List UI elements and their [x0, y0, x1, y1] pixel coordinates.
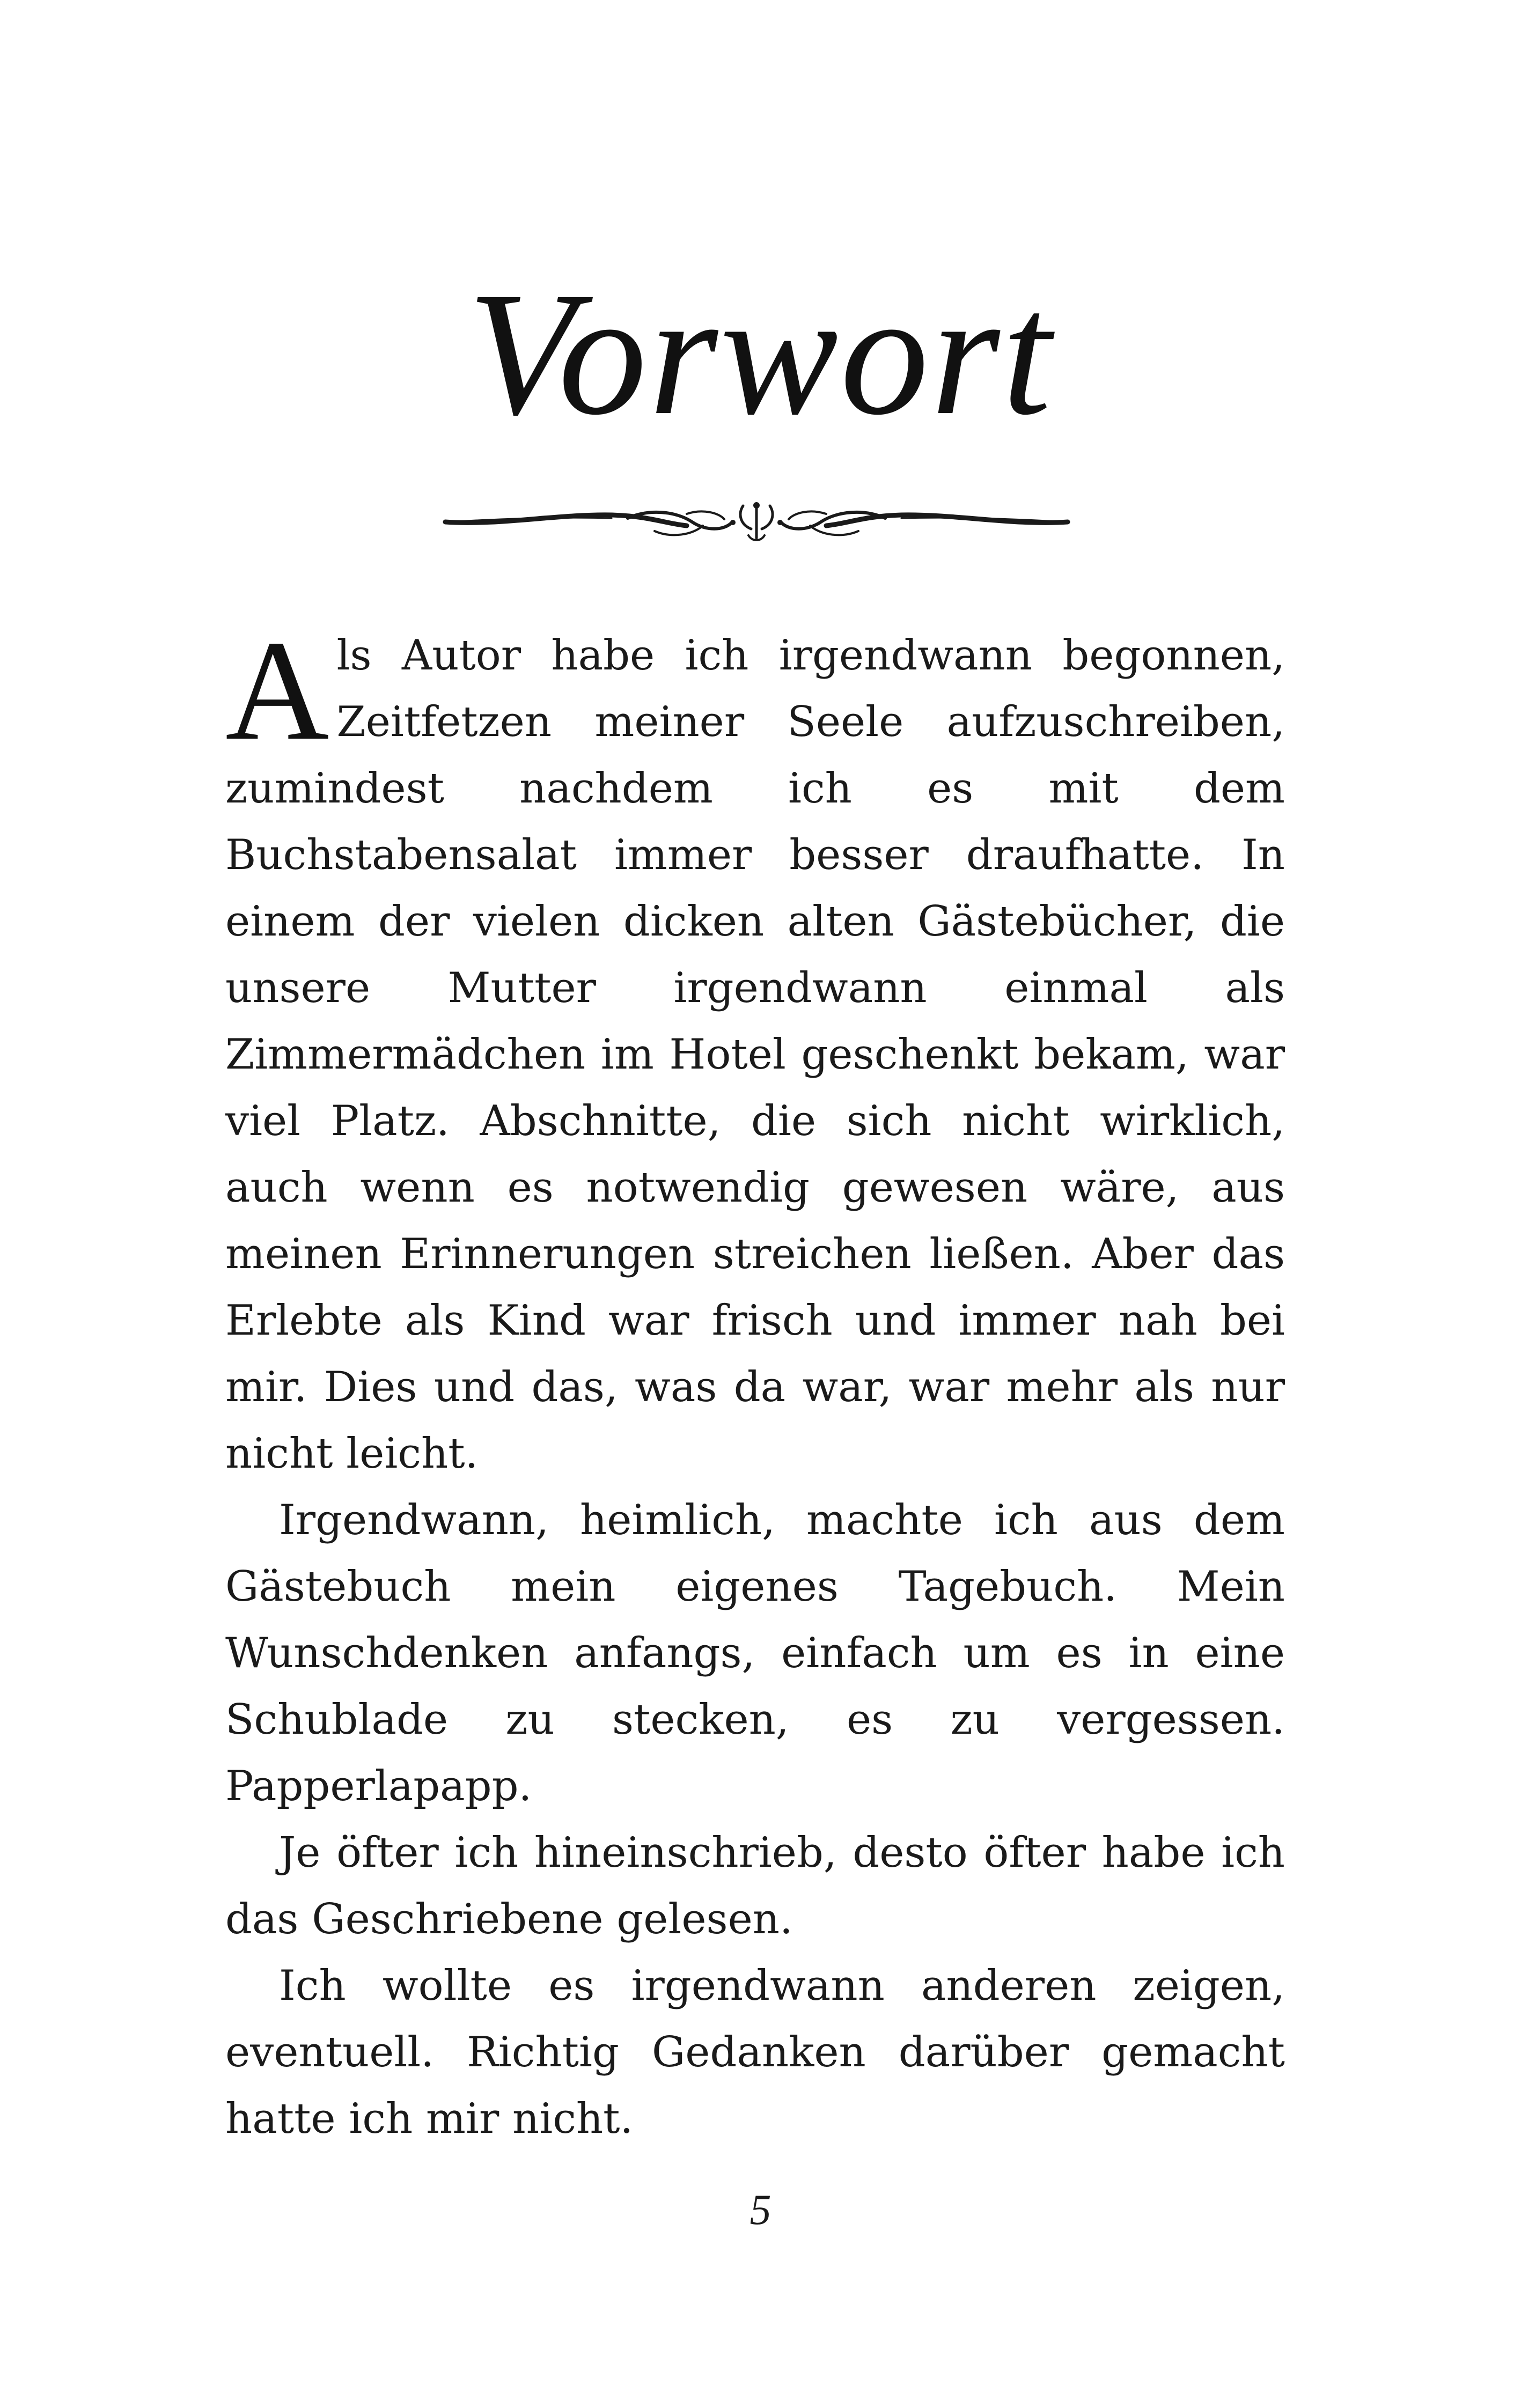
body-text: [225, 610, 1285, 2152]
page-number: 5: [750, 2186, 771, 2234]
paragraph-3: Je öfter ich hineinschrieb, desto öfter habe ich das Geschriebene gelesen.: [225, 1829, 1285, 1943]
paragraph-4: Ich wollte es irgendwann anderen zeigen, eventuell. Richtig Gedanken darüber gemacht hatte ich mir nicht.: [225, 1962, 1285, 2143]
chapter-title: Vorwort: [467, 256, 1054, 452]
drop-cap: A: [225, 610, 329, 770]
paragraph-1: [225, 610, 1285, 1487]
flourish-divider-icon: [435, 492, 1078, 551]
paragraph-1-text: ls Autor habe ich irgendwann begonnen, Zeitfetzen meiner Seele aufzuschreiben, zumindest nachdem ich es mit dem Buchstabensalat immer besser draufhatte. In einem der vielen dicken alten Gästebücher, die unsere Mutter irgendwann einmal als Zimmermädchen im Hotel geschenkt bekam, war viel Platz. Abschnitte, die sich nicht wirklich, auch wenn es notwendig gewesen wäre, aus meinen Erinnerungen streichen ließen. Aber das Erlebte als Kind war frisch und immer nah bei mir. Dies und das, was da war, war mehr als nur nicht leicht.: [225, 631, 1285, 1478]
paragraph-2: Irgendwann, heimlich, machte ich aus dem Gästebuch mein eigenes Tagebuch. Mein Wunschdenken anfangs, einfach um es in eine Schublade zu stecken, es zu vergessen. Papperlapapp.: [225, 1496, 1285, 1810]
